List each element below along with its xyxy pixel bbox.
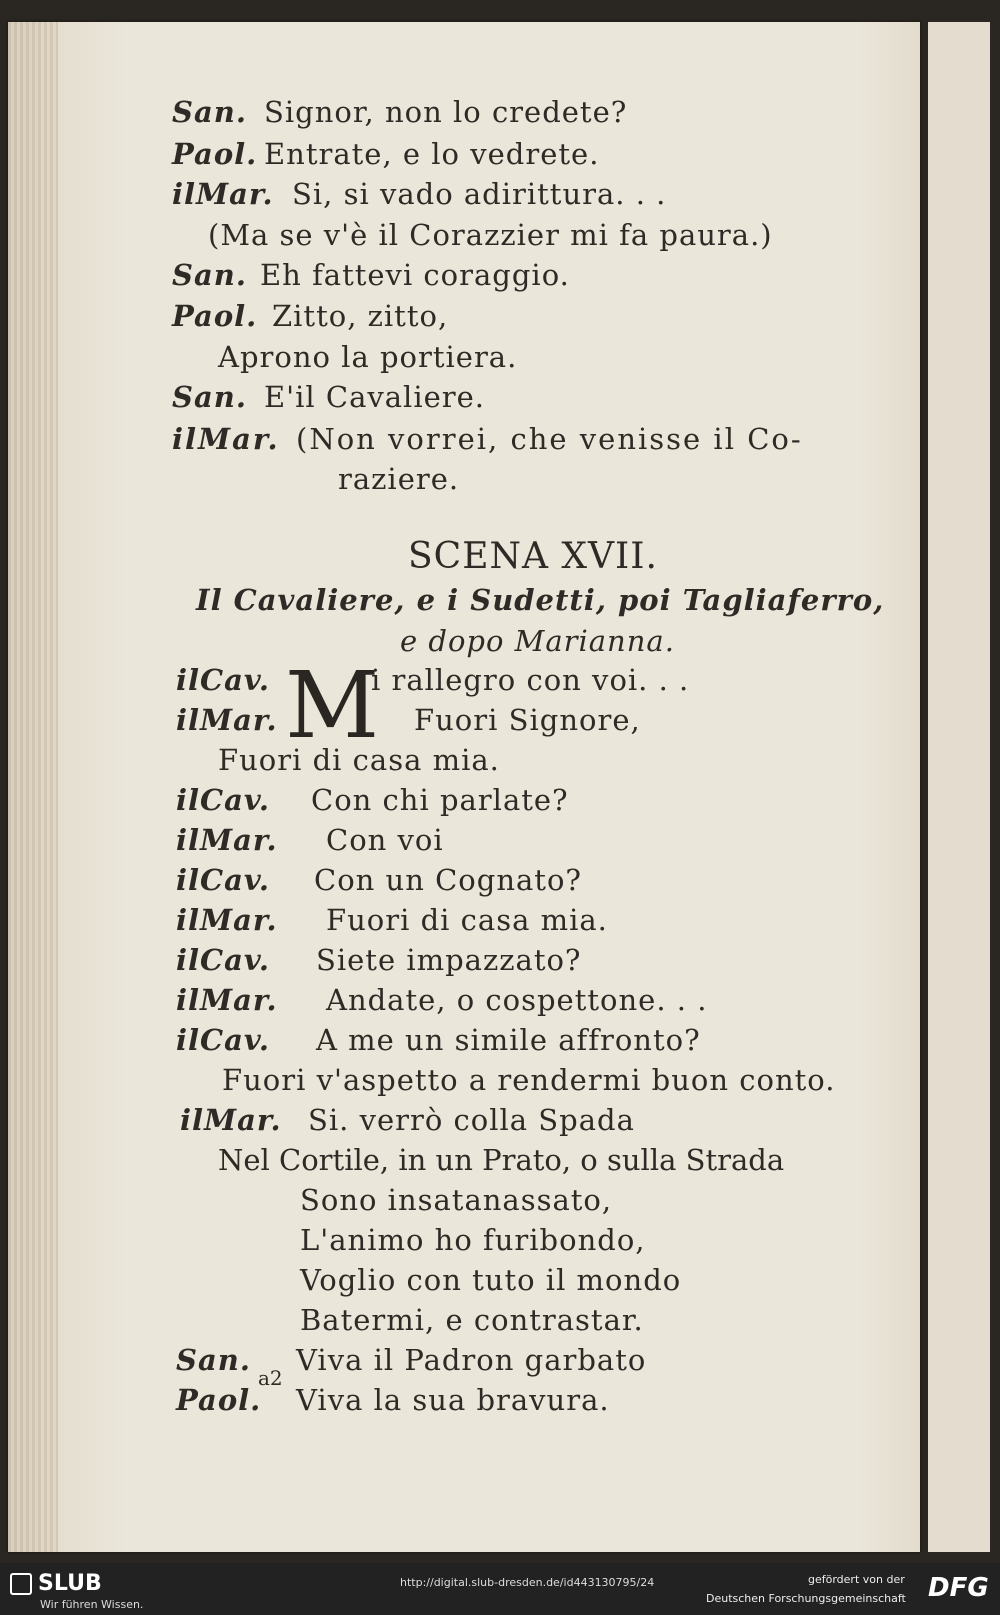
verse-text: Batermi, e contrastar.	[300, 1303, 644, 1337]
dialogue-line	[176, 943, 581, 977]
speaker: Paol.	[172, 137, 258, 171]
dialogue-line	[300, 1223, 646, 1257]
verse-text: Fuori di casa mia.	[326, 903, 608, 937]
dialogue-line	[300, 1183, 612, 1217]
speaker: ilMar.	[176, 903, 278, 937]
funding-label: gefördert von der	[808, 1573, 905, 1586]
speaker: ilCav.	[176, 1023, 270, 1057]
dfg-logo[interactable]: DFG	[928, 1573, 989, 1603]
speaker: Paol.	[172, 299, 258, 333]
verse-line	[208, 218, 773, 252]
page-edge	[8, 22, 58, 1552]
verse-text: Fuori Signore,	[414, 703, 641, 737]
speaker: ilCav.	[176, 863, 270, 897]
verse-text: A me un simile affronto?	[316, 1023, 701, 1057]
dialogue-line	[176, 703, 641, 737]
verse-line	[172, 177, 666, 211]
verse-text: Zitto, zitto,	[272, 299, 449, 333]
dialogue-line	[176, 983, 707, 1017]
verse-text: Andate, o cospettone. . .	[326, 983, 708, 1017]
verse-text: Si. verrò colla Spada	[308, 1103, 635, 1137]
footer-bar	[0, 1563, 1000, 1615]
verse-line	[172, 299, 448, 333]
dialogue-line	[176, 663, 689, 697]
speaker: ilCav.	[176, 663, 270, 697]
speaker: San.	[172, 258, 247, 292]
scene-title: SCENA XVII.	[408, 536, 658, 577]
dialogue-line	[176, 1343, 646, 1377]
dialogue-line	[176, 1383, 610, 1417]
speaker: ilMar.	[176, 823, 278, 857]
speaker: ilMar.	[176, 703, 278, 737]
verse-text: Signor, non lo credete?	[264, 95, 628, 129]
dialogue-line	[218, 1143, 784, 1177]
speaker: ilCav.	[176, 783, 270, 817]
speaker: San.	[176, 1343, 251, 1377]
dialogue-line	[180, 1103, 635, 1137]
verse-text: E'il Cavaliere.	[264, 380, 486, 414]
slub-logo[interactable]	[10, 1571, 102, 1596]
verse-text: Con voi	[326, 823, 444, 857]
verse-text: i rallegro con voi. . .	[371, 663, 690, 697]
funding-org: Deutschen Forschungsgemeinschaft	[706, 1592, 906, 1605]
verse-text: Sono insatanassato,	[300, 1183, 613, 1217]
drop-cap: M	[285, 652, 380, 759]
dialogue-line	[176, 903, 608, 937]
slub-logo-icon	[10, 1573, 32, 1595]
dialogue-line	[300, 1263, 681, 1297]
a2-marker: a2	[258, 1366, 283, 1390]
slub-tagline: Wir führen Wissen.	[40, 1598, 144, 1611]
verse-line	[172, 95, 627, 129]
verse-text: (Non vorrei, che venisse il Co-	[296, 422, 803, 456]
verse-text: raziere.	[338, 462, 460, 496]
verse-line	[172, 422, 803, 456]
scene-direction: Il Cavaliere, e i Sudetti, poi Tagliaferro,	[196, 583, 885, 617]
speaker: San.	[172, 380, 247, 414]
dialogue-line	[300, 1303, 644, 1337]
verse-text: Siete impazzato?	[316, 943, 582, 977]
speaker: ilMar.	[172, 422, 280, 456]
source-url[interactable]: http://digital.slub-dresden.de/id443130795/24	[400, 1576, 655, 1589]
dialogue-line	[176, 783, 569, 817]
speaker: ilMar.	[176, 983, 278, 1017]
verse-text: L'animo ho furibondo,	[300, 1223, 646, 1257]
verse-text: Viva il Padron garbato	[296, 1343, 647, 1377]
verse-text: Nel Cortile, in un Prato, o sulla Strada	[218, 1143, 785, 1177]
verse-text: Fuori di casa mia.	[218, 743, 500, 777]
scene-direction: e dopo Marianna.	[400, 624, 675, 658]
speaker: ilMar.	[172, 177, 274, 211]
verse-line	[172, 380, 485, 414]
verse-text: Viva la sua bravura.	[296, 1383, 610, 1417]
speaker: Paol.	[176, 1383, 262, 1417]
verse-text: Si, si vado adirittura. . .	[292, 177, 667, 211]
dialogue-line	[218, 743, 500, 777]
stage-direction	[218, 340, 517, 374]
slub-logo-text: SLUB	[38, 1571, 102, 1596]
verse-text: Voglio con tuto il mondo	[300, 1263, 682, 1297]
verse-text: (Ma se v'è il Corazzier mi fa paura.)	[208, 218, 773, 252]
dialogue-line	[176, 823, 444, 857]
verse-line	[172, 258, 570, 292]
verse-text: Eh fattevi coraggio.	[260, 258, 570, 292]
verse-text: Aprono la portiera.	[218, 340, 518, 374]
dialogue-line	[176, 1023, 701, 1057]
verse-text: Fuori v'aspetto a rendermi buon conto.	[222, 1063, 836, 1097]
verse-text: Con chi parlate?	[311, 783, 569, 817]
verse-line	[172, 137, 599, 171]
verse-text: Entrate, e lo vedrete.	[264, 137, 600, 171]
speaker: San.	[172, 95, 247, 129]
dialogue-line	[176, 863, 582, 897]
speaker: ilCav.	[176, 943, 270, 977]
facing-page-edge	[928, 22, 990, 1552]
dialogue-line	[222, 1063, 835, 1097]
verse-text: Con un Cognato?	[314, 863, 582, 897]
verse-line	[338, 462, 459, 496]
speaker: ilMar.	[180, 1103, 282, 1137]
